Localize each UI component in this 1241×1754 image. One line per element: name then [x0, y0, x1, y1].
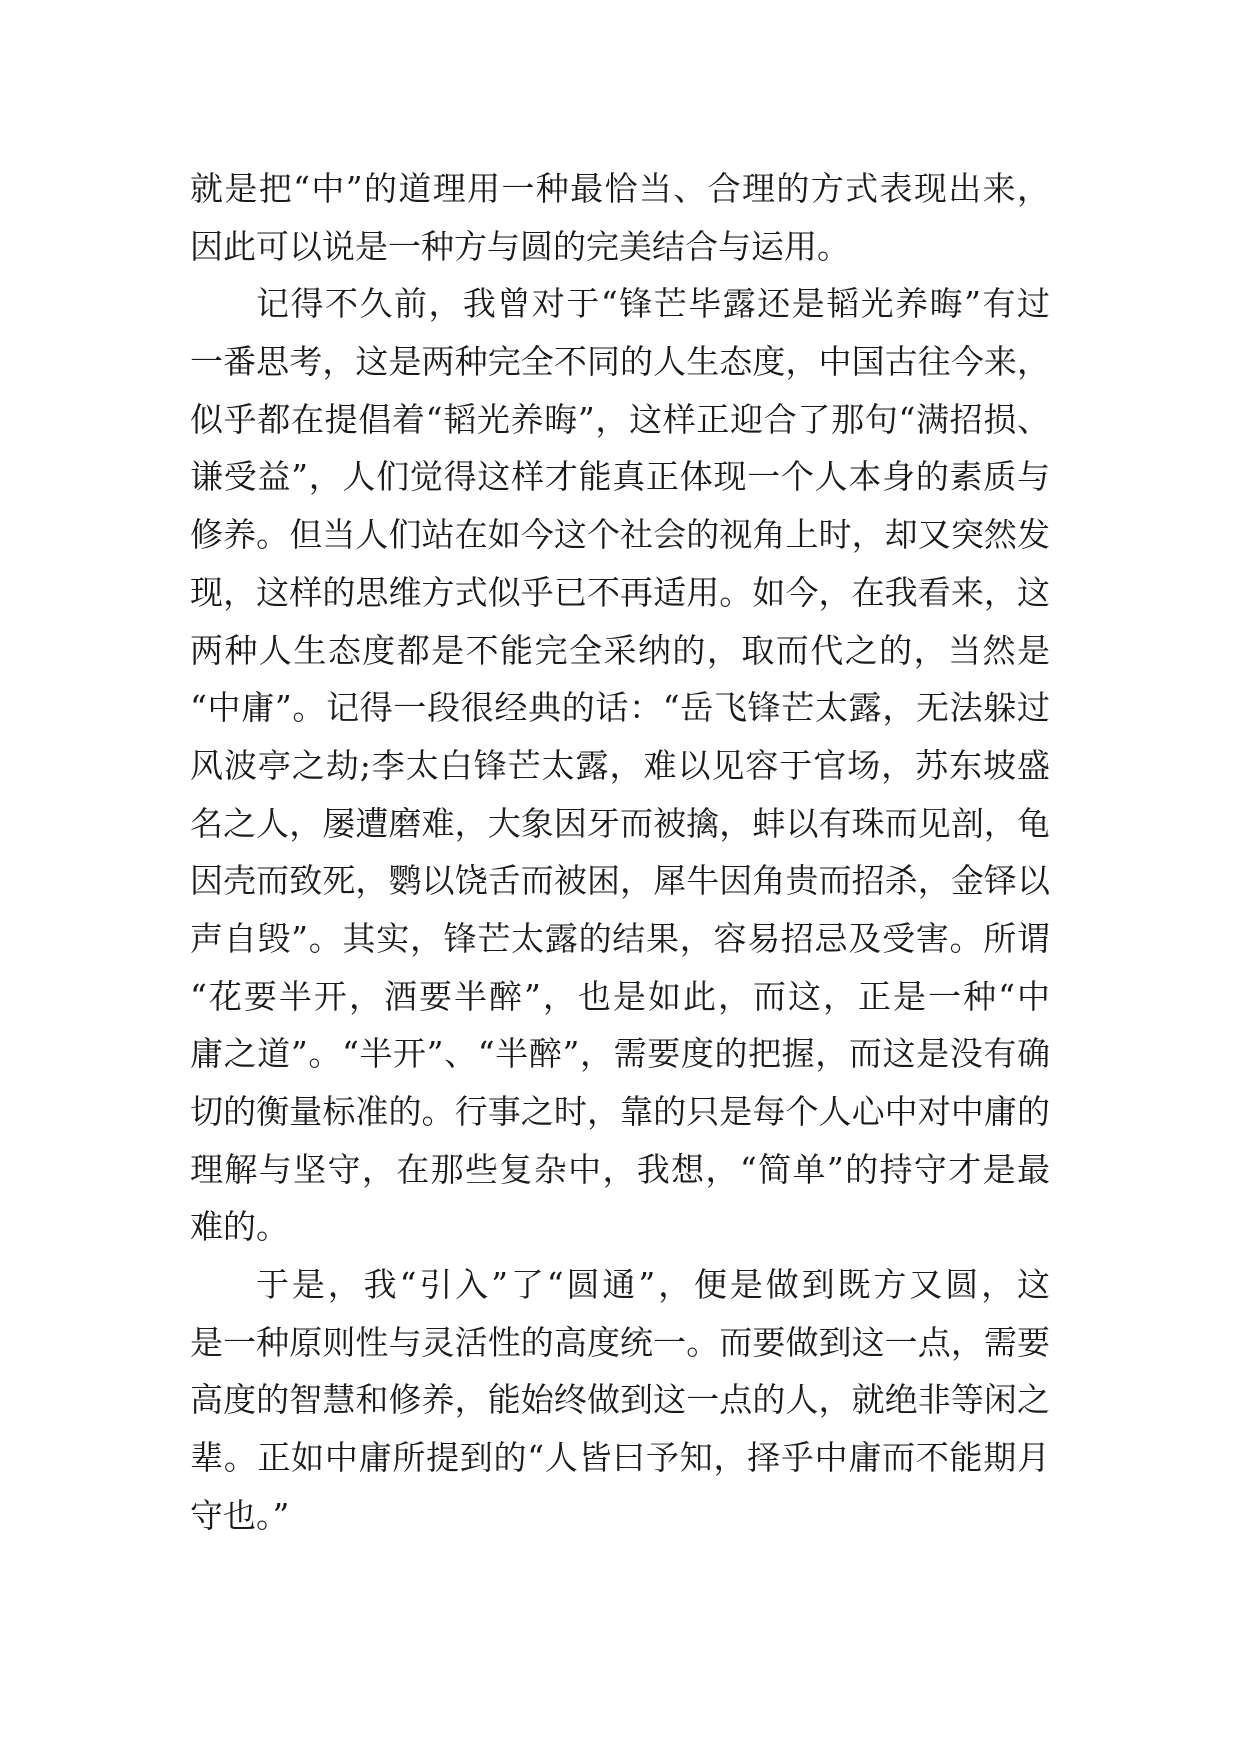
- text-line: 因此可以说是一种方与圆的完美结合与运用。: [190, 226, 850, 266]
- text-line: 因壳而致死，鹦以饶舌而被困，犀牛因角贵而招杀，金铎以: [190, 861, 1050, 901]
- text-line: 难的。: [190, 1207, 289, 1247]
- text-line: 是一种原则性与灵活性的高度统一。而要做到这一点，需要: [190, 1322, 1050, 1362]
- text-line: 理解与坚守，在那些复杂中，我想，“简单”的持守才是最: [190, 1149, 1050, 1189]
- text-line: 风波亭之劫;李太白锋芒太露，难以见容于官场，苏东坡盛: [190, 745, 1050, 785]
- text-line: 修养。但当人们站在如今这个社会的视角上时，却又突然发: [190, 515, 1050, 555]
- text-line: 名之人，屡遭磨难，大象因牙而被擒，蚌以有珠而见剖，龟: [190, 803, 1050, 843]
- text-line: 似乎都在提倡着“韬光养晦”，这样正迎合了那句“满招损、: [190, 399, 1050, 439]
- text-line: 两种人生态度都是不能完全采纳的，取而代之的，当然是: [190, 630, 1050, 670]
- text-line: 就是把“中”的道理用一种最恰当、合理的方式表现出来，: [190, 169, 1050, 208]
- text-line: 高度的智慧和修养，能始终做到这一点的人，就绝非等闲之: [190, 1380, 1050, 1420]
- text-line: 于是，我“引入”了“圆通”，便是做到既方又圆，这: [256, 1265, 1050, 1305]
- text-line: 记得不久前，我曾对于“锋芒毕露还是韬光养晦”有过: [256, 284, 1050, 324]
- text-line: 守也。”: [190, 1495, 290, 1535]
- body-text: [190, 160, 1050, 1545]
- text-line: 辈。正如中庸所提到的“人皆曰予知，择乎中庸而不能期月: [190, 1438, 1050, 1478]
- text-line: 谦受益”，人们觉得这样才能真正体现一个人本身的素质与: [190, 457, 1050, 497]
- text-line: 声自毁”。其实，锋芒太露的结果，容易招忌及受害。所谓: [190, 918, 1050, 958]
- text-line: 庸之道”。“半开”、“半醉”，需要度的把握，而这是没有确: [190, 1034, 1050, 1074]
- text-line: “花要半开，酒要半醉”，也是如此，而这，正是一种“中: [190, 976, 1050, 1016]
- text-line: 切的衡量标准的。行事之时，靠的只是每个人心中对中庸的: [190, 1092, 1050, 1131]
- text-line: “中庸”。记得一段很经典的话：“岳飞锋芒太露，无法躲过: [190, 688, 1050, 728]
- text-line: 现，这样的思维方式似乎已不再适用。如今，在我看来，这: [190, 572, 1050, 612]
- text-line: 一番思考，这是两种完全不同的人生态度，中国古往今来，: [190, 342, 1050, 382]
